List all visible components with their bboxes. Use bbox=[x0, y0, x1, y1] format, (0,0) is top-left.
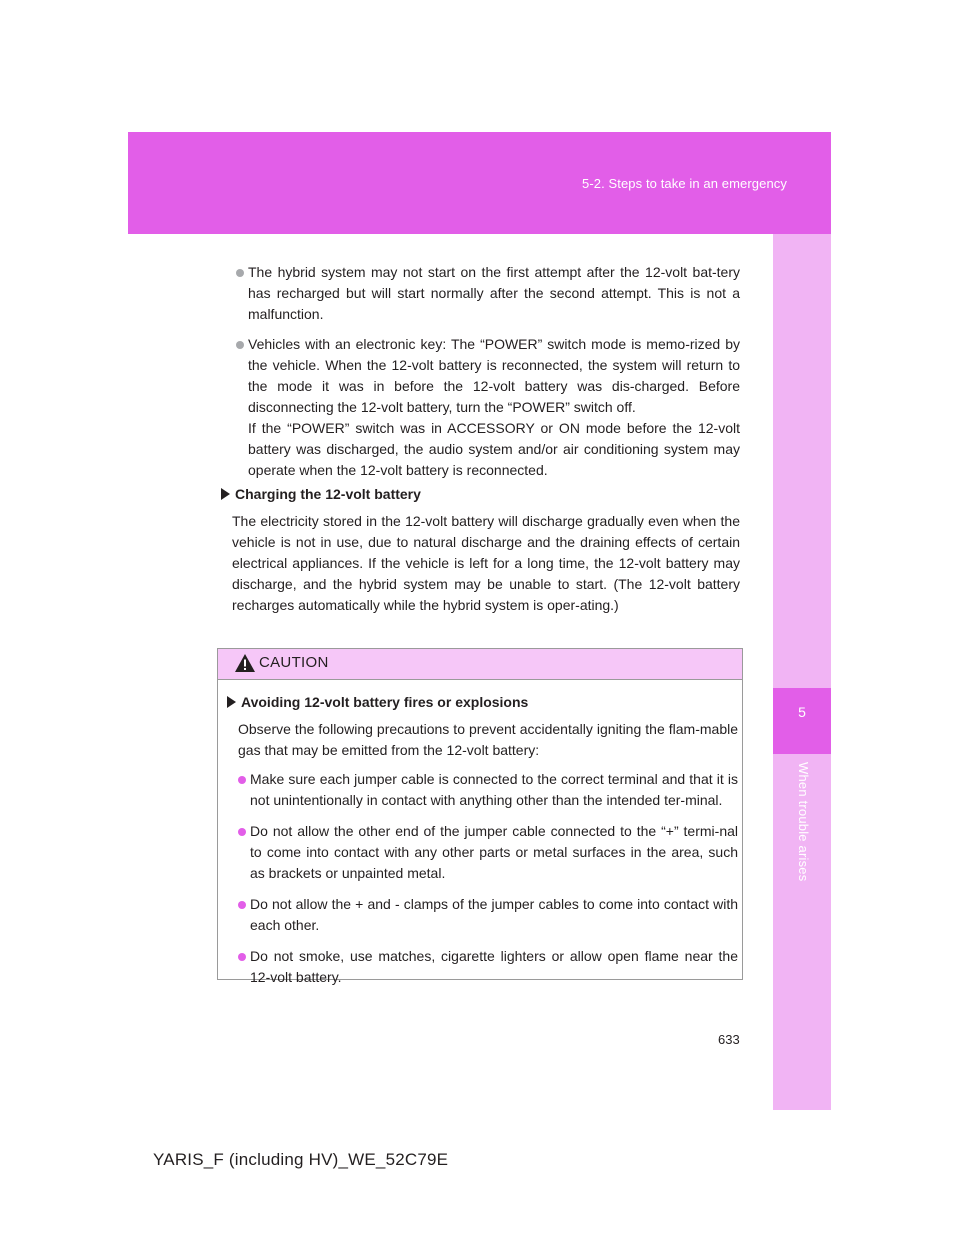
section-heading bbox=[220, 484, 740, 505]
chapter-number: 5 bbox=[798, 704, 806, 720]
list-item bbox=[226, 946, 738, 988]
caution-heading-text: Avoiding 12-volt battery fires or explosions bbox=[241, 694, 529, 710]
list-item bbox=[226, 894, 738, 936]
caution-body bbox=[218, 680, 742, 988]
list-item-text: Vehicles with an electronic key: The “POWER” switch mode is memo-rized by the vehicle. When the 12-volt battery is reconnected, the system will return to the mode it was in before the 12-volt battery was dis-charged. Before disconnecting the 12-volt battery, turn the “POWER” switch off. bbox=[248, 336, 740, 415]
bullet-icon bbox=[236, 269, 244, 277]
list-item-text: Do not smoke, use matches, cigarette lighters or allow open flame near the 12-volt battery. bbox=[250, 948, 738, 985]
list-item bbox=[220, 262, 740, 325]
section-title: 5-2. Steps to take in an emergency bbox=[581, 176, 787, 191]
bullet-icon bbox=[238, 901, 246, 909]
caution-box bbox=[217, 648, 743, 985]
caution-label: CAUTION bbox=[259, 654, 329, 671]
chapter-number-box bbox=[773, 688, 831, 754]
caution-header bbox=[218, 649, 742, 680]
chapter-title: When trouble arises bbox=[796, 762, 811, 882]
bullet-icon bbox=[238, 776, 246, 784]
list-item-text: Make sure each jumper cable is connected to the correct terminal and that it is not unintentionally in contact with anything other than the intended ter-minal. bbox=[250, 771, 738, 808]
list-item-text: The hybrid system may not start on the first attempt after the 12-volt bat-tery has recharged but will start normally after the second attempt. This is not a malfunction. bbox=[248, 264, 740, 322]
section-heading-text: Charging the 12-volt battery bbox=[235, 486, 421, 502]
main-content bbox=[220, 262, 740, 616]
triangle-marker-icon bbox=[227, 696, 236, 708]
bullet-icon bbox=[236, 341, 244, 349]
list-item bbox=[226, 821, 738, 884]
section-body: The electricity stored in the 12-volt battery will discharge gradually even when the vehicle is not in use, due to natural discharge and the draining effects of certain electrical appliances. If the vehicle is left for a long time, the 12-volt battery may discharge, and the hybrid system may be unable to start. (The 12-volt battery recharges automatically while the hybrid system is oper-ating.) bbox=[232, 513, 740, 613]
side-tab bbox=[773, 234, 831, 1110]
list-item bbox=[220, 334, 740, 481]
page-number: 633 bbox=[718, 1032, 740, 1047]
list-item-text: If the “POWER” switch was in ACCESSORY or ON mode before the 12-volt battery was discharged, the audio system and/or air conditioning system may operate when the 12-volt battery is reconnected. bbox=[248, 420, 740, 478]
header-band bbox=[128, 132, 831, 234]
list-item-text: Do not allow the other end of the jumper cable connected to the “+” termi-nal to come into contact with any other parts or metal surfaces in the area, such as brackets or unpainted metal. bbox=[250, 823, 738, 881]
document-code: YARIS_F (including HV)_WE_52C79E bbox=[153, 1150, 449, 1169]
list-item bbox=[226, 769, 738, 811]
warning-icon bbox=[234, 653, 256, 673]
list-item-text: Do not allow the + and - clamps of the jumper cables to come into contact with each other. bbox=[250, 896, 738, 933]
bullet-icon bbox=[238, 828, 246, 836]
triangle-marker-icon bbox=[221, 488, 230, 500]
caution-heading bbox=[226, 692, 738, 713]
caution-intro: Observe the following precautions to prevent accidentally igniting the flam-mable gas that may be emitted from the 12-volt battery: bbox=[238, 721, 738, 758]
bullet-icon bbox=[238, 953, 246, 961]
